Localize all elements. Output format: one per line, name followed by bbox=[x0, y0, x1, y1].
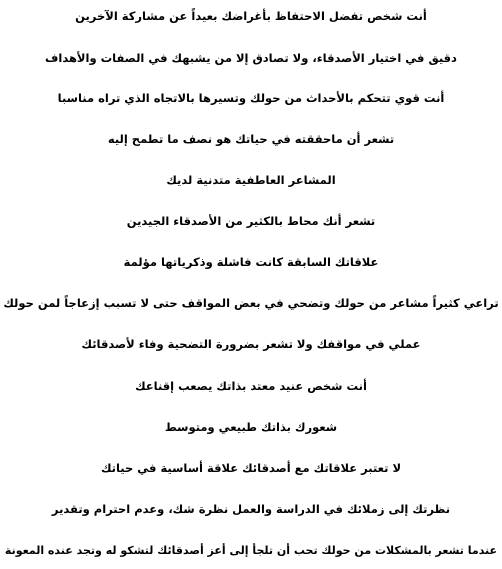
statement-line-11: شعورك بذاتك طبيعي ومتوسط bbox=[164, 420, 338, 434]
statement-line-2: دقيق في اختيار الأصدقاء، ولا تصادق إلا من يشبهك في الصفات والأهداف bbox=[45, 51, 457, 65]
statement-line-10: أنت شخص عنيد معتد بذاتك يصعب إقناعك bbox=[135, 379, 367, 393]
statement-line-13: نظرتك إلى زملائك في الدراسة والعمل نظرة شك، وعدم احترام وتقدير bbox=[51, 502, 451, 516]
statement-line-1: أنت شخص تفضل الاحتفاظ بأغراضك بعيداً عن مشاركة الآخرين bbox=[75, 9, 427, 23]
statement-line-6: تشعر أنك محاط بالكثير من الأصدقاء الجيدين bbox=[126, 214, 376, 228]
statement-line-8: تراعي كثيراً مشاعر من حولك وتضحي في بعض المواقف حتى لا تسبب إزعاجاً لمن حولك bbox=[3, 296, 499, 310]
statement-line-5: المشاعر العاطفية متدنية لديك bbox=[166, 173, 336, 187]
statement-line-12: لا تعتبر علاقاتك مع أصدقائك علاقة أساسية في حياتك bbox=[100, 461, 402, 475]
statement-line-4: تشعر أن ماحققته في حياتك هو نصف ما تطمح إليه bbox=[107, 132, 395, 146]
statement-line-3: أنت قوي تتحكم بالأحداث من حولك وتسيرها بالاتجاه الذي تراه مناسبا bbox=[57, 91, 445, 105]
statement-line-14: عندما تشعر بالمشكلات من حولك تحب أن تلجأ إلى أعز أصدقائك لتشكو له وتجد عنده المعونة bbox=[4, 544, 498, 557]
statement-line-7: علاقاتك السابقة كانت فاشلة وذكرياتها مؤلمة bbox=[123, 255, 379, 269]
statement-line-9: عملي في مواقفك ولا تشعر بضرورة التضحية وفاء لأصدقائك bbox=[81, 337, 421, 351]
